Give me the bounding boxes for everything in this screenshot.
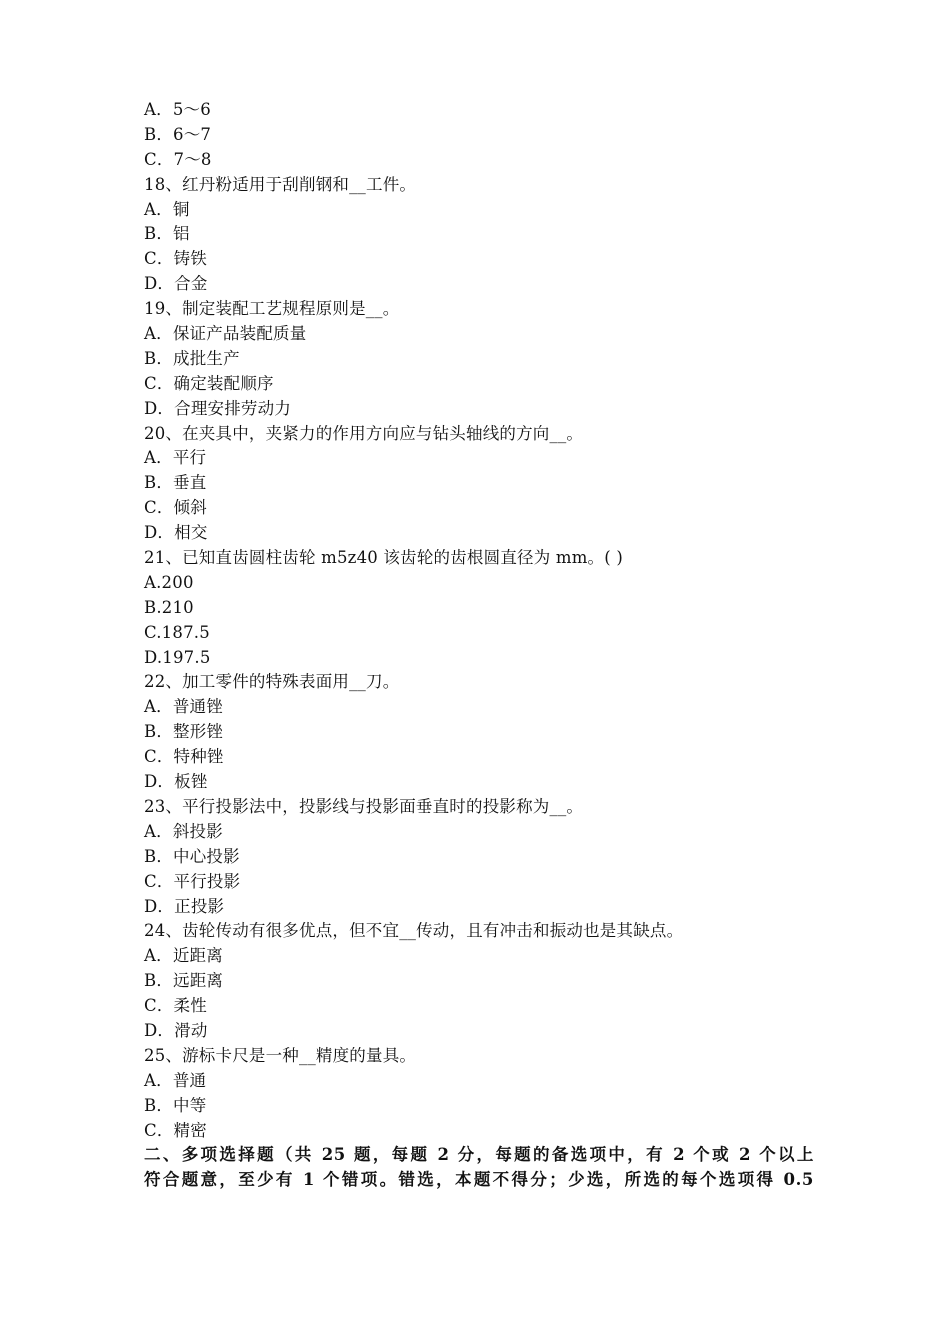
option-23-d: D．正投影	[144, 896, 225, 916]
option-23-c: C．平行投影	[144, 871, 241, 891]
option-21-b: B.210	[144, 597, 194, 617]
section-heading-line-1: 二、多项选择题（共 25 题，每题 2 分，每题的备选项中，有 2 个或 2 个以上	[144, 1145, 814, 1165]
option-20-d: D．相交	[144, 523, 208, 543]
option-22-d: D．板锉	[144, 772, 208, 792]
option-22-b: B．整形锉	[144, 722, 224, 742]
option-20-b: B．垂直	[144, 473, 207, 493]
option-24-d: D．滑动	[144, 1020, 208, 1040]
option-21-c: C.187.5	[144, 622, 210, 642]
option-18-c: C．铸铁	[144, 249, 207, 269]
option-17-b: B．6～7	[144, 124, 212, 144]
option-19-a: A．保证产品装配质量	[144, 324, 307, 344]
option-21-a: A.200	[144, 572, 194, 592]
option-24-c: C．柔性	[144, 996, 207, 1016]
option-22-a: A．普通锉	[144, 697, 223, 717]
option-24-a: A．近距离	[144, 946, 223, 966]
option-25-c: C．精密	[144, 1120, 207, 1140]
question-19: 19、制定装配工艺规程原则是__。	[144, 299, 400, 319]
question-21: 21、已知直齿圆柱齿轮 m5z40 该齿轮的齿根圆直径为 mm。( )	[144, 548, 623, 568]
option-20-c: C．倾斜	[144, 498, 207, 518]
question-20: 20、在夹具中，夹紧力的作用方向应与钻头轴线的方向__。	[144, 423, 584, 443]
option-25-a: A．普通	[144, 1070, 207, 1090]
option-18-a: A．铜	[144, 199, 190, 219]
option-23-a: A．斜投影	[144, 821, 223, 841]
option-18-b: B．铝	[144, 224, 190, 244]
option-20-a: A．平行	[144, 448, 207, 468]
option-21-d: D.197.5	[144, 647, 211, 667]
question-23: 23、平行投影法中，投影线与投影面垂直时的投影称为__。	[144, 796, 584, 816]
section-heading-line-2: 符合题意，至少有 1 个错项。错选，本题不得分；少选，所选的每个选项得 0.5	[144, 1170, 814, 1190]
option-19-c: C．确定装配顺序	[144, 373, 274, 393]
option-17-a: A．5～6	[144, 100, 211, 119]
option-19-d: D．合理安排劳动力	[144, 398, 292, 418]
document-page	[144, 98, 814, 1193]
option-25-b: B．中等	[144, 1095, 207, 1115]
option-24-b: B．远距离	[144, 971, 224, 991]
question-18: 18、红丹粉适用于刮削钢和__工件。	[144, 174, 417, 194]
option-18-d: D．合金	[144, 274, 208, 294]
option-22-c: C．特种锉	[144, 747, 224, 767]
option-19-b: B．成批生产	[144, 348, 240, 368]
question-25: 25、游标卡尺是一种__精度的量具。	[144, 1045, 417, 1065]
option-23-b: B．中心投影	[144, 846, 240, 866]
question-24: 24、齿轮传动有很多优点，但不宜__传动，且有冲击和振动也是其缺点。	[144, 921, 684, 941]
question-22: 22、加工零件的特殊表面用__刀。	[144, 672, 400, 692]
option-17-c: C．7～8	[144, 149, 212, 169]
